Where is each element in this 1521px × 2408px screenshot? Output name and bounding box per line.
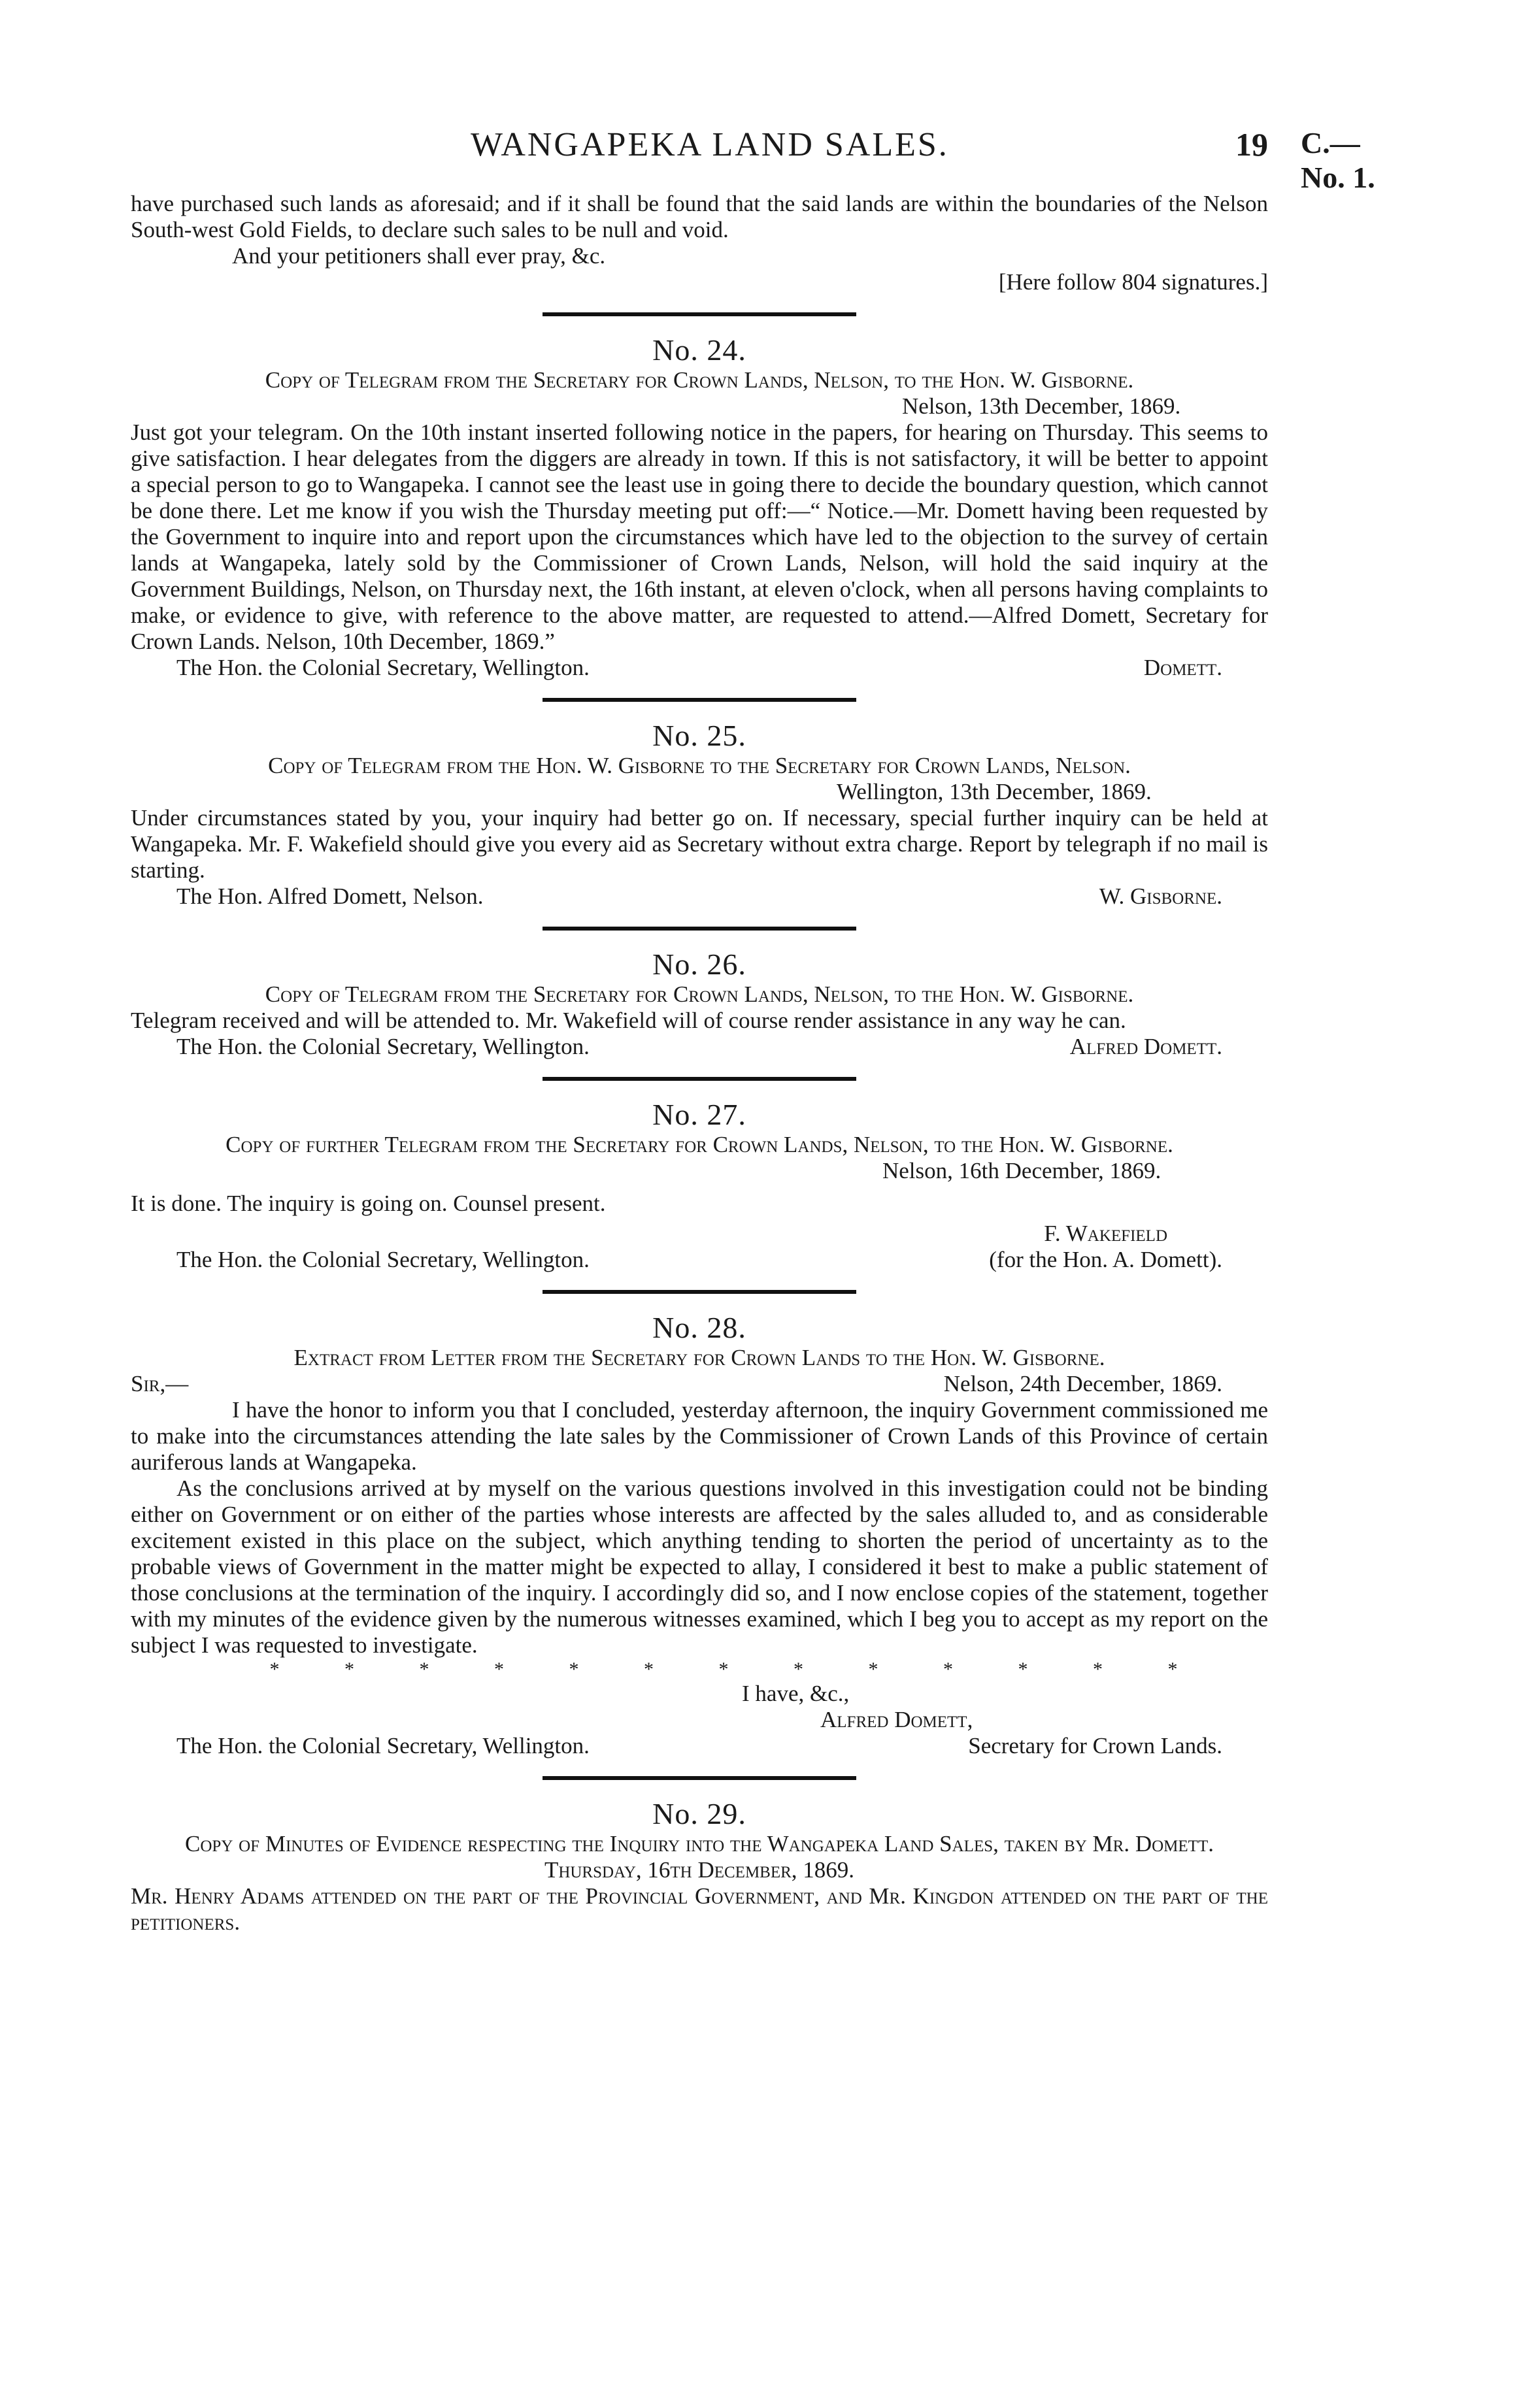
section-rule: [543, 312, 856, 316]
body-27: It is done. The inquiry is going on. Counsel present.: [131, 1191, 606, 1216]
closing-28: I have, &c.,: [742, 1681, 850, 1706]
dateline-27: Nelson, 16th December, 1869.: [882, 1158, 1162, 1183]
signature-26: Alfred Domett.: [1069, 1034, 1222, 1059]
asterisks-28: * * * * * * * * * * * * *: [269, 1658, 1208, 1680]
addressee-28: The Hon. the Colonial Secretary, Wellington.: [176, 1733, 590, 1758]
para1-28: I have the honor to inform you that I concluded, yesterday afternoon, the inquiry Government commissioned me to make into the circumstances attending the late sales by the Commissioner of Crown Lands of this Province of certain auriferous lands at Wangapeka.: [131, 1397, 1268, 1475]
body-26: Telegram received and will be attended to. Mr. Wakefield will of course render assistance in any way he can.: [131, 1008, 1126, 1033]
body-24: Just got your telegram. On the 10th instant inserted following notice in the papers, for hearing on Thursday. This seems to give satisfaction. I hear delegates from the diggers are already in town. If this is not satisfactory, it will be better to appoint a special person to go to Wangapeka. I cannot see the least use in going there to decide the boundary question, which cannot be done there. Let me know if you wish the Thursday meeting put off:—“ Notice.—Mr. Domett having been requested by the Government to inquire into and report upon the circumstances which have led to the objection to the survey of certain lands at Wangapeka, lately sold by the Commissioner of Crown Lands, Nelson, will hold the said inquiry at the Government Buildings, Nelson, on Thursday next, the 16th instant, at eleven o'clock, when all persons having complaints to make, or evidence to give, with reference to the above matter, are requested to attend.—Alfred Domett, Secretary for Crown Lands. Nelson, 10th December, 1869.”: [131, 420, 1268, 654]
section-heading-26: No. 26.: [652, 948, 746, 981]
caption-28: Extract from Letter from the Secretary for Crown Lands to the Hon. W. Gisborne.: [293, 1345, 1105, 1370]
signoff-27: [131, 1221, 1268, 1273]
caption-29: Copy of Minutes of Evidence respecting the Inquiry into the Wangapeka Land Sales, taken by Mr. Domett.: [185, 1831, 1214, 1856]
section-rule: [543, 698, 856, 702]
caption-27: Copy of further Telegram from the Secretary for Crown Lands, Nelson, to the Hon. W. Gisborne.: [226, 1132, 1173, 1157]
section-rule: [543, 1776, 856, 1780]
section-heading-24: No. 24.: [652, 333, 746, 367]
section-heading-28: No. 28.: [652, 1311, 746, 1344]
signature-title-28: Secretary for Crown Lands.: [968, 1733, 1222, 1758]
caption-24: Copy of Telegram from the Secretary for Crown Lands, Nelson, to the Hon. W. Gisborne.: [265, 367, 1134, 393]
addressee-24: The Hon. the Colonial Secretary, Wellington.: [176, 655, 590, 680]
dateline-28: Nelson, 24th December, 1869.: [943, 1371, 1222, 1396]
dateline-24: Nelson, 13th December, 1869.: [902, 393, 1181, 419]
signoff-28: [131, 1733, 1268, 1759]
section-rule: [543, 927, 856, 931]
header-title: WANGAPEKA LAND SALES.: [471, 126, 949, 163]
addressee-25: The Hon. Alfred Domett, Nelson.: [176, 883, 484, 909]
caption-26: Copy of Telegram from the Secretary for Crown Lands, Nelson, to the Hon. W. Gisborne.: [265, 981, 1134, 1007]
intro-signatures: [Here follow 804 signatures.]: [998, 269, 1268, 295]
signoff-24: [131, 655, 1268, 681]
signature-25: W. Gisborne.: [1099, 883, 1222, 909]
body-25: Under circumstances stated by you, your inquiry had better go on. If necessary, special further inquiry can be held at Wangapeka. Mr. F. Wakefield should give you every aid as Secretary without extra charge. Report by telegraph if no mail is starting.: [131, 805, 1268, 883]
signature-27: F. Wakefield: [1044, 1221, 1168, 1246]
section-heading-27: No. 27.: [652, 1098, 746, 1131]
intro-pray: And your petitioners shall ever pray, &c.: [232, 243, 606, 269]
dateline-29: Thursday, 16th December, 1869.: [544, 1857, 855, 1883]
page-number: 19: [1235, 126, 1268, 163]
paper-reference: C.—No. 1.: [1301, 126, 1375, 194]
section-rule: [543, 1077, 856, 1081]
signature-24: Domett.: [1143, 655, 1222, 680]
section-heading-29: No. 29.: [652, 1797, 746, 1830]
dateline-25: Wellington, 13th December, 1869.: [837, 779, 1152, 804]
intro-paragraph: have purchased such lands as aforesaid; and if it shall be found that the said lands are within the boundaries of the Nelson South-west Gold Fields, to declare such sales to be null and void.: [131, 191, 1268, 242]
salutation-line-28: [131, 1371, 1268, 1397]
signoff-25: [131, 883, 1268, 910]
body-29: Mr. Henry Adams attended on the part of the Provincial Government, and Mr. Kingdon attended on the part of the petitioners.: [131, 1883, 1268, 1935]
signoff-26: [131, 1034, 1268, 1060]
salutation-28: Sir,—: [131, 1371, 189, 1396]
signature-note-27: (for the Hon. A. Domett).: [989, 1247, 1222, 1272]
page-body: [131, 191, 1268, 1936]
running-header: [131, 125, 1386, 194]
para2-28: As the conclusions arrived at by myself on the various questions involved in this investigation could not be binding either on Government or on either of the parties whose interests are affected by the sales alluded to, and as considerable excitement existed in this place on the subject, which anything tending to shorten the period of uncertainty as to the probable views of Government in the matter might be expected to allay, I considered it best to make a public statement of those conclusions at the termination of the inquiry. I accordingly did so, and I now enclose copies of the statement, together with my minutes of the evidence given by the numerous witnesses examined, which I beg you to accept as my report on the subject I was requested to investigate.: [131, 1476, 1268, 1658]
addressee-26: The Hon. the Colonial Secretary, Wellington.: [176, 1034, 590, 1059]
addressee-27: The Hon. the Colonial Secretary, Wellington.: [176, 1247, 590, 1272]
section-rule: [543, 1290, 856, 1294]
caption-25: Copy of Telegram from the Hon. W. Gisborne to the Secretary for Crown Lands, Nelson.: [268, 753, 1131, 778]
section-heading-25: No. 25.: [652, 719, 746, 752]
signature-block-27: [989, 1221, 1268, 1273]
signature-28: Alfred Domett,: [820, 1707, 973, 1732]
